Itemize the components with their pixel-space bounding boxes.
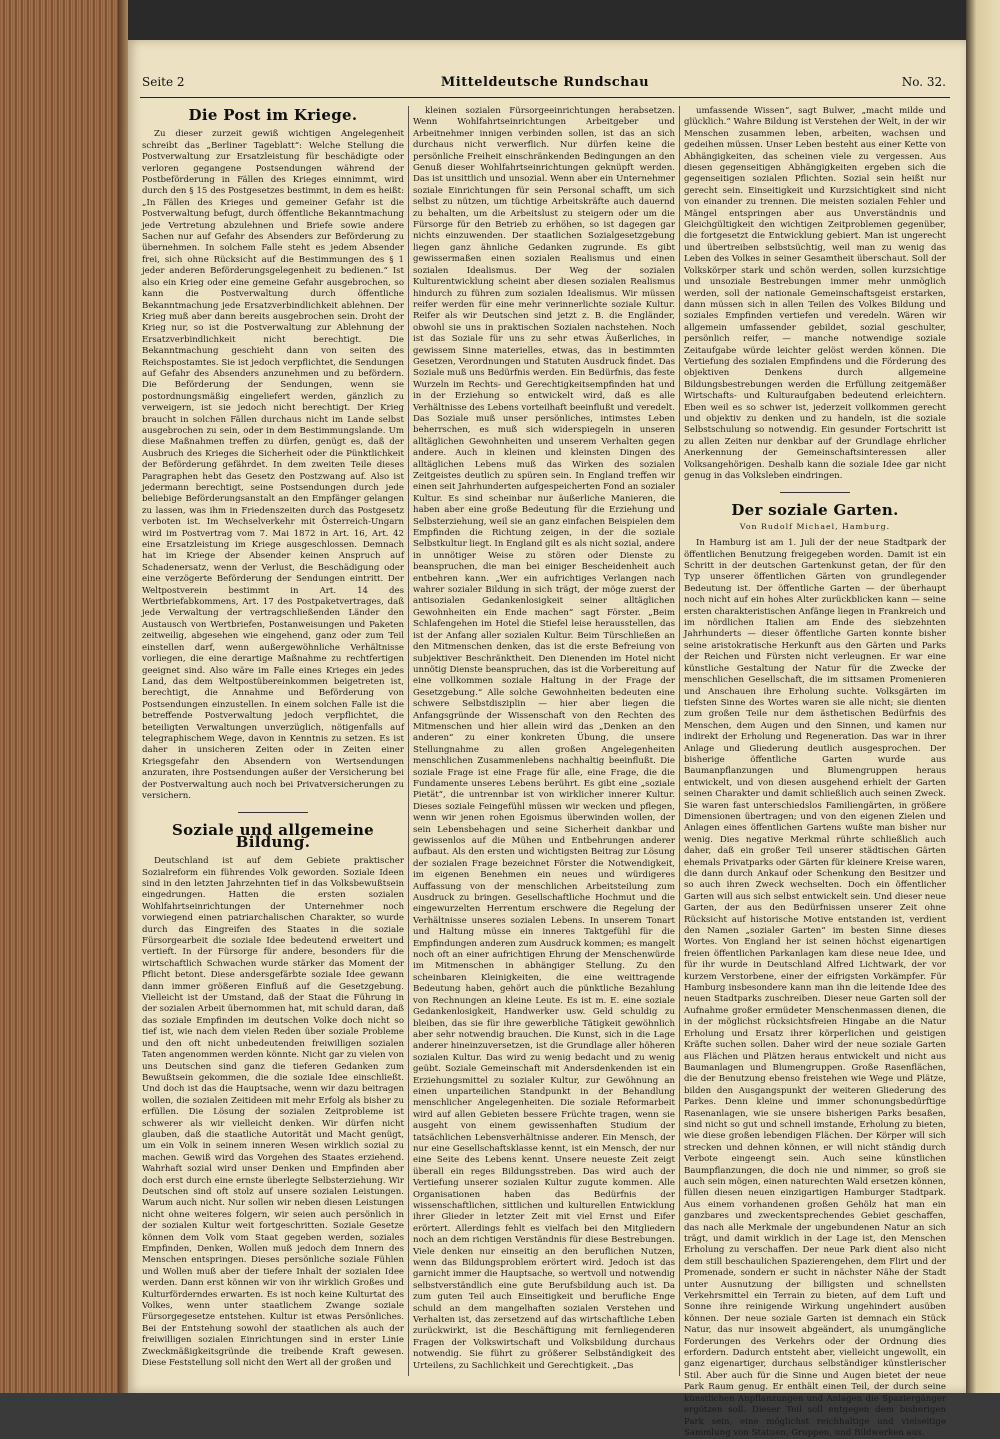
article-body-bildung-end: umfassende Wissen“, sagt Bulwer, „macht milde und glücklich.“ Wahre Bildung ist Verstehen der Welt, in der wir Menschen zusammen leben, arbeiten, wachsen und gedeihen müssen. Unser Leben besteht aus einer Kette von Abhängigkeiten, das scheinen viele zu vergessen. Aus diesen gegenseitigen Abhängigkeiten ergeben sich die gegenseitigen sozialen Pflichten. Sozial sein heißt nur gerecht sein. Einseitigkeit und Kurzsichtigkeit sind nicht von einander zu trennen. Die meisten sozialen Fehler und Mängel entspringen aber aus Unverständnis und Gleichgültigkeit den wichtigen Zeitproblemen gegenüber, die fortgesetzt die Entwicklung gebiert. Man ist ungerecht und übertreiben selbstsüchtig, weil man zu wenig das Leben des Volkes in seiner Gesamtheit überschaut. Soll der Volkskörper stark und schön werden, sollen kurzsichtige und unsoziale Bestrebungen immer mehr unmöglich werden, soll der nationale Gemeinschaftsgeist erstarken, dann müssen sich in allen Teilen des Volkes Bildung und soziales Empfinden vertiefen und veredeln. Wären wir allgemein umfassender gebildet, sozial geschulter, persönlich reifer, — manche notwendige soziale Zeitaufgabe würde leichter gelöst werden können. Die Vertiefung des sozialen Empfindens und die Förderung des objektiven Denkens durch allgemeine Bildungsbestrebungen werden die Erfüllung zeitgemäßer Wirtschafts- und Kulturaufgaben bedeutend erleichtern. Eben weil es so schwer ist, jederzeit vollkommen gerecht und objektiv zu denken und zu handeln, ist die soziale Selbstschulung so notwendig. Ein gesunder Fortschritt ist zu allen Zeiten nur denkbar auf der Grundlage ehrlicher Anerkennung der Gemeinschaftsinteressen aller Volksangehörigen. Deshalb kann die soziale Idee gar nicht genug in das Volksleben eindringen. xyxy=(684,106,946,481)
column-rule xyxy=(408,106,409,1376)
article-body-bildung: Deutschland ist auf dem Gebiete praktischer Sozialreform ein führendes Volk geworden. Soziale Ideen sind in den letzten Jahrzehnten tief in das Volksbewußtsein eingedrungen. Hatten die ersten sozialen Wohlfahrtseinrichtungen der Unternehmer noch vorwiegend einen patriarchalischen Charakter, so wurde durch das Eingreifen des Staates in die soziale Fürsorgearbeit die soziale Idee bedeutend erweitert und vertieft. In der Fürsorge für andere, besonders für die wirtschaftlich Schwachen wurde stärker das Moment der Pflicht betont. Diese andersgefärbte soziale Idee gewann dann immer größeren Einfluß auf die Gesetzgebung. Vielleicht ist der Umstand, daß der Staat die Führung in der sozialen Arbeit übernommen hat, mit schuld daran, daß das soziale Empfinden im deutschen Volke doch nicht so tief ist, wie nach dem vielen Reden über soziale Probleme und den oft nicht unbedeutenden freiwilligen sozialen Taten angenommen werden könnte. Nicht gar zu vielen von uns Deutschen sind ganz die tieferen Gedanken zum Bewußtsein gekommen, die die soziale Idee einschließt. Und doch ist das die Hauptsache, wenn wir dazu beitragen wollen, die sozialen Zeitideen mit mehr Erfolg als bisher zu erfüllen. Die Lösung der sozialen Zeitprobleme ist schwerer als wir vielleicht denken. Wir dürfen nicht glauben, daß die staatliche Autorität und Macht genügt, um ein Volk in seinem inneren Wesen wirklich sozial zu machen. Gewiß wird das Vorgehen des Staates erziehend. Wahrhaft sozial wird unser Denken und Empfinden aber doch erst durch eine ernste überlegte Selbsterziehung. Wir Deutschen sind oft stolz auf unsere sozialen Leistungen. Warum auch nicht. Nur sollen wir neben diesen Leistungen nicht ohne weiteres folgern, wir seien auch persönlich in der sozialen Kultur weit fortgeschritten. Soziale Gesetze können dem Volk vom Staat gegeben werden, soziales Empfinden, Denken, Wollen muß jedoch dem Innern des Menschen entspringen. Dieses persönliche soziale Fühlen und Wollen muß aber der tiefere Inhalt der sozialen Idee werden. Dann erst können wir von ihr wirklich Großes und Kulturförderndes erwarten. Es ist noch keine Kulturtat des Volkes, wenn unter staatlichem Zwange soziale Fürsorgegesetze entstehen. Kultur ist etwas Persönliches. Bei der Entstehung sowohl der staatlichen als auch der freiwilligen sozialen Einrichtungen sind in erster Linie Zweckmäßigkeitsgründe die treibende Kraft gewesen. Diese Feststellung soll nicht den Wert all der großen und xyxy=(142,856,404,1369)
column-2 xyxy=(413,106,675,1376)
column-3 xyxy=(684,106,946,1438)
article-title-garten: Der soziale Garten. xyxy=(731,501,899,520)
article-separator xyxy=(780,492,850,493)
column-rule xyxy=(679,106,680,1376)
scan-background xyxy=(128,0,966,40)
newspaper-page xyxy=(128,40,966,1438)
page-number: Seite 2 xyxy=(142,75,185,89)
article-title-bildung: Soziale und allgemeine Bildung. xyxy=(171,821,375,851)
column-1 xyxy=(142,106,404,1376)
masthead: Mitteldeutsche Rundschau xyxy=(440,75,650,90)
article-separator xyxy=(238,812,308,813)
article-body-garten: In Hamburg ist am 1. Juli der der neue Stadtpark der öffentlichen Benutzung freigegeben worden. Damit ist ein Schritt in der deutschen Gartenkunst getan, der für den Typ unserer öffentlichen Gärten von grundlegender Bedeutung ist. Der öffentliche Garten — der überhaupt noch nicht auf ein hohes Alter zurückblicken kann — seine ersten charakteristischen Anfänge liegen in Frankreich und im nördlichen Italien am Ende des siebzehnten Jahrhunderts — dieser öffentliche Garten konnte bisher seine aristokratische Herkunft aus den Gärten und Parks der Reichen und Fürsten nicht verleugnen. Er war eine künstliche Gestaltung der Natur für die Zwecke der menschlichen Gesellschaft, die im sittsamen Promenieren und Anschauen ihre Erholung suchte. Volksgärten im tiefsten Sinne des Wortes waren sie alle nicht; sie dienten zum großen Teile nur dem ästhetischen Bedürfnis des Menschen, dem Augen und den Sinnen, und kamen nur indirekt der Erholung und Regeneration. Das war in ihrer Anlage und Gliederung deutlich ausgesprochen. Der bisherige öffentliche Garten wurde aus Baumanpflanzungen und Blumengruppen heraus entwickelt, und von diesen ausgehend erhielt der Garten seinen Charakter und damit schließlich auch seinen Zweck. Sie waren fast unterschiedslos Familiengärten, in größere Dimensionen übertragen; und von den eigenen Zielen und Anlagen eines öffentlichen Gartens wußte man bisher nur wenig. Dies negative Merkmal rührte schließlich auch daher, daß ein großer Teil unserer städtischen Gärten ehemals Privatparks oder Gärten für kleinere Kreise waren, die dann durch Ankauf oder Schenkung den Besitzer und so auch ihren Zweck wechselten. Doch ein öffentlicher Garten will aus sich selbst entwickelt sein. Und dieser neue Garten, der aus den Bedürfnissen unserer Zeit ohne Rücksicht auf historische Motive entstanden ist, verdient den Namen „sozialer Garten“ im besten Sinne dieses Wortes. Von England her ist seinen höchst eigenartigen freien öffentlichen Parkanlagen kam diese neue Idee, und für ihr wurde in Deutschland Alfred Lichtwark, der vor kurzem Verstorbene, einer der eifrigsten Vorkämpfer. Für Hamburg insbesondere kann man ihn die leitende Idee des neuen Stadtparks zuschreiben. Dieser neue Garten soll der Aufnahme großer ermüdeter Menschenmassen dienen, die in der möglichst rücksichtsfreien Hingabe an die Natur Erholung und Ersatz ihrer körperlichen und geistigen Kräfte suchen sollen. Daher wird der neue soziale Garten aus Flächen und Plätzen heraus entwickelt und nicht aus Baumanlagen und Blumengruppen. Große Rasenflächen, die der Benutzung ebenso freistehen wie Wege und Plätze, bilden den Ausgangspunkt der weiteren Gliederung des Parkes. Denn kleine und immer schonungsbedürftige Rasenanlagen, wie sie unsere bisherigen Parks besaßen, sind nicht so gut und schnell imstande, Erholung zu bieten, wie diese großen lebendigen Flächen. Der Körper will sich strecken und dehnen können, er will nicht ständig durch Verbote eingeengt sein. Auch seine künstlichen Baumpflanzungen, die doch nie und nimmer, so groß sie auch sein mögen, einen naturechten Wald ersetzen können, füllen diesen neuen einzigartigen Hamburger Stadtpark. Aus einem vorhandenen großen Gehölz hat man ein ganzbares und zweckentsprechendes Gebiet geschaffen, das nach alle Merkmale der ungebundenen Natur an sich trägt, und damit wirklich in der Lage ist, den Menschen Erholung zu verschaffen. Der neue Park dient also nicht dem still beschaulichen Spazierengehen, dem Flirt und der Promenade, sondern er sucht in nächster Nähe der Stadt unter Ausnutzung der billigsten und schnellsten Verkehrsmittel ein Terrain zu bieten, auf dem Luft und Sonne ihre reinigende Wirkung ungehindert ausüben können. Der neue soziale Garten ist demnach ein Stück Natur, das nur insoweit abgeändert, als unumgängliche Forderungen des Verkehrs oder der Ordnung dies erfordern. Dadurch entsteht aber, vielleicht ungewollt, ein ganz eigenartiger, durchaus selbständiger künstlerischer Stil. Aber auch für die Sinne und Augen bietet der neue Park Raum genug. Er enthält einen Teil, der durch seine künstlichen Anpflanzungen und Anlagen die Spaziergänger ergötzen soll. Dieser Teil soll entgegen dem bisherigen Park sein, eine möglichst reichhaltige und vielseitige Sammlung von Statuen, Gruppen, und Bildwerken aus. xyxy=(684,538,946,1438)
page-header xyxy=(140,73,950,98)
issue-number: No. 32. xyxy=(901,75,946,89)
article-byline: Von Rudolf Michael, Hamburg. xyxy=(739,521,891,531)
article-body-post: Zu dieser zurzeit gewiß wichtigen Angelegenheit schreibt das „Berliner Tageblatt“: Welche Stellung die Postverwaltung zur Ersatzleistung für beschädigte oder verloren gegangene Postsendungen während der Postbeförderung in Fällen des Krieges einnimmt, wird durch den § 15 des Postgesetzes bestimmt, in dem es heißt: „In Fällen des Krieges und gemeiner Gefahr ist die Postverwaltung befugt, durch öffentliche Bekanntmachung jede Vertretung abzulehnen und Briefe sowie andere Sachen nur auf Gefahr des Absenders zur Beförderung zu übernehmen. In solchem Falle steht es jedem Absender frei, sich ohne Rücksicht auf die Bestimmungen des § 1 jeder anderen Beförderungsgelegenheit zu bedienen.“ Ist also ein Krieg oder eine gemeine Gefahr ausgebrochen, so kann die Postverwaltung durch öffentliche Bekanntmachung jede Ersatzverbindlichkeit ablehnen. Der Krieg muß aber dann bereits ausgebrochen sein. Droht der Krieg nur, so ist die Postverwaltung zur Ablehnung der Ersatzverbindlichkeit nicht berechtigt. Die Bekanntmachung geschieht dann von seiten des Reichspostamtes. Sie ist jedoch verpflichtet, die Sendungen auf Gefahr des Absenders anzunehmen und zu befördern. Die Beförderung der Sendungen, wenn sie postordnungsmäßig eingeliefert werden, gänzlich zu verweigern, ist sie jedoch nicht berechtigt. Der Krieg braucht in solchen Fällen durchaus nicht im Lande selbst ausgebrochen zu sein, oder in dem Bestimmungslande. Um diese Maßnahmen treffen zu dürfen, genügt es, daß der Ausbruch des Krieges die Sicherheit oder die Pünktlichkeit der Beförderung gefährdet. In dem zweiten Teile dieses Paragraphen hebt das Gesetz den Postzwang auf. Also ist jedermann berechtigt, seine Postsendungen durch jede beliebige Beförderungsanstalt an den Empfänger gelangen zu lassen, was ihm in Friedenszeiten durch das Postgesetz verboten ist. Im Wechselverkehr mit Österreich-Ungarn wird im Postvertrag vom 7. Mai 1872 in Art. 16, Art. 42 eine Ersatzleistung im Kriege ausgeschlossen. Demnach hat im Kriege der Absender keinen Anspruch auf Schadenersatz, wenn der Verlust, die Beschädigung oder eine verzögerte Beförderung der Sendungen eintritt. Der Weltpostverein bestimmt in Art. 14 des Wertbriefabkommens, Art. 17 des Postpaketvertrages, daß jede Verwaltung der vertragschließenden Länder den Austausch von Wertbriefen, Postanweisungen und Paketen zeitweilig, abgesehen wie eingehend, ganz oder zum Teil einstellen darf, wenn außergewöhnliche Verhältnisse vorliegen, die eine derartige Maßnahme zu rechtfertigen geeignet sind. Also wäre im Falle eines Krieges ein jedes Land, das dem Weltpostübereinkommen beigetreten ist, berechtigt, die Annahme und Beförderung von Postsendungen einzustellen. In einem solchen Falle ist die betreffende Postverwaltung jedoch verpflichtet, die beteiligten Verwaltungen unverzüglich, nötigenfalls auf telegraphischem Wege, davon in Kenntnis zu setzen. Es ist daher in unsicheren Zeiten oder in Zeiten einer Kriegsgefahr den Absendern von Wertsendungen anzuraten, ihre Postsendungen außer der Versicherung bei der Postverwaltung auch noch bei Privatversicherungen zu versichern. xyxy=(142,129,404,801)
article-body-bildung-cont: kleinen sozialen Fürsorgeeinrichtungen herabsetzen. Wenn Wohlfahrtseinrichtungen Arbeitgeber und Arbeitnehmer innigen verbinden sollen, ist das an sich durchaus nicht verwerflich. Nur dürfen keine die persönliche Freiheit einschränkenden Bedingungen an den Genuß dieser Wohlfahrtseinrichtungen geknüpft werden. Das ist unsittlich und unsozial. Wenn aber ein Unternehmer soziale Einrichtungen für sein Personal schafft, um sich selbst zu nützen, um tüchtige Arbeitskräfte auch dauernd zu behalten, um die Arbeitslust zu steigern oder um die Fürsorge für den Betrieb zu erhöhen, so ist dagegen gar nichts einzuwenden. Der staatlichen Sozialgesetzgebung liegen ganz ähnliche Gedanken zugrunde. Es gibt gewissermaßen einen sozialen Realismus und einen sozialen Idealismus. Der Weg der sozialen Kulturentwicklung scheint aber diesen sozialen Realismus hindurch zu führen zum sozialen Idealismus. Wir müssen reifer werden für eine mehr verinnerlichte soziale Kultur. Reifer als wir Deutschen sind jetzt z. B. die Engländer, obwohl sie uns in praktischen Sozialen nachstehen. Noch ist das Soziale für uns zu sehr etwas Äußerliches, in gewissem Sinne materielles, etwas, das in bestimmten Gesetzen, Verordnungen und Statuten Ausdruck findet. Das Soziale muß uns Bedürfnis werden. Ein Bedürfnis, das feste Wurzeln im Rechts- und Gerechtigkeitsempfinden hat und in der Erziehung so entwickelt wird, daß es alle Verhältnisse des Lebens vorteilhaft beeinflußt und veredelt. Das Soziale muß unser persönliches, intimstes Leben beherrschen, es muß sich widerspiegeln in unseren alltäglichen Gewohnheiten und unserem Verhalten gegen andere. Auch in kleinen und kleinsten Dingen des alltäglichen Lebens muß das Wirken des sozialen Zeitgeistes deutlich zu spüren sein. In England treffen wir einen seit Jahrhunderten aufgespeicherten Fond an sozialer Kultur. Es sind scheinbar nur äußerliche Manieren, die haben aber eine große Bedeutung für die Erziehung und Selbsterziehung, weil sie an ganz einfachen Beispielen dem Empfinden die Richtung zeigen, in der die soziale Selbstkultur liegt. In England gilt es als nicht sozial, andere in unnötiger Weise zu stören oder Dienste zu beanspruchen, die man bei einiger Bescheidenheit auch entbehren kann. „Wer ein aufrichtiges Verlangen nach wahrer sozialer Bildung in sich trägt, der möge zuerst der antisozialen Gedankenlosigkeit seiner alltäglichen Gewohnheiten ein Ende machen“ sagt Förster. „Beim Schlafengehen im Hotel die Stiefel leise herausstellen, das ist der Anfang aller sozialen Kultur. Beim Türschließen an den Mitmenschen denken, das ist die erste Befreiung von subjektiver Beschränktheit. Den Dienenden im Hotel nicht unnötig Dienste beanspruchen, das ist die Vorbereitung auf eine vollkommen soziale Haltung in der Frage der Gesetzgebung.“ Alle solche Gewohnheiten bedeuten eine schwere Selbstdisziplin — hier aber liegen die Anfangsgründe der Wissenschaft von den Rechten des Mitmenschen und hier allein wird das „Denken an den anderen“ zu einer konkreten Übung, die unsere Stellungnahme zu allen großen Angelegenheiten menschlichen Zusammenlebens nachhaltig beeinflußt. Die soziale Frage ist eine Frage für alle, eine Frage, die die Fundamente unseres Lebens berührt. Es gibt eine „soziale Pietät“, die untrennbar ist von wirklicher innerer Kultur. Dieses soziale Feingefühl müssen wir wecken und pflegen, wenn wir jenen rohen Egoismus überwinden wollen, der sein Lebensbehagen und seine Sicherheit dankbar und gewissenlos auf die Mühen und Entbehrungen anderer aufbaut. Als den ersten und wichtigsten Beitrag zur Lösung der sozialen Frage bezeichnet Förster die Notwendigkeit, im eigenen Benehmen ein neues und würdigeres Auffassung von der menschlichen Arbeitsteilung zum Ausdruck zu bringen. Gesellschaftliche Hochmut und die eingewurzelten Herrentum erschwere die Regelung der Verhältnisse unseres sozialen Lebens. In unserem Tonart und Haltung müsse ein inneres Taktgefühl für die Empfindungen anderen zum Ausdruck kommen; es mangelt noch oft an einer aufrichtigen Ehrung der Menschenwürde im Mitmenschen in abhängiger Stellung. Zu den scheinbaren Kleinigkeiten, die eine weittragende Bedeutung haben, gehört auch die pünktliche Bezahlung von Rechnungen an kleine Leute. Es ist m. E. eine soziale Gedankenlosigkeit, Handwerker usw. Geld schuldig zu bleiben, das sie für ihre gewerbliche Tätigkeit gewöhnlich aber sehr notwendig brauchen. Die Kunst, sich in die Lage anderer hineinzuversetzen, ist die Grundlage aller höheren sozialen Kultur. Das wird zu wenig bedacht und zu wenig geübt. Soziale Gemeinschaft mit Andersdenkenden ist ein Erziehungsmittel zu sozialer Kultur, zur Gewöhnung an einen unparteilichen Standpunkt in der Behandlung menschlicher Angelegenheiten. Die soziale Reformarbeit wird auf allen Gebieten bessere Früchte tragen, wenn sie ausgeht von einem gewissenhaften Studium der tatsächlichen Lebensverhältnisse anderer. Ein Mensch, der nur eine Gesellschaftsklasse kennt, ist ein Mensch, der nur eine Seite des Lebens kennt. Unsere neueste Zeit zeigt überall ein reges Bildungsstreben. Das wird auch der Vertiefung unserer sozialen Kultur zugute kommen. Alle Organisationen haben das Bedürfnis der wissenschaftlichen, sittlichen und kulturellen Entwicklung ihrer Glieder in letzter Zeit mit viel Ernst und Eifer erörtert. Allerdings fehlt es vielfach bei den Mitgliedern noch an dem richtigen Verständnis für diese Bestrebungen. Viele denken nur einseitig an den beruflichen Nutzen, wenn das Bildungsproblem erörtert wird. Jedoch ist das garnicht immer die Hauptsache, so wertvoll und notwendig selbstverständlich eine gute Berufsbildung auch ist. Da zum guten Teil auch Einseitigkeit und berufliche Enge schuld an dem mangelhaften sozialen Verstehen und Verhalten ist, das zersetzend auf das wirtschaftliche Leben zurückwirkt, ist die Beschäftigung mit fernliegenderen Fragen der Volkswirtschaft und Volksbildung durchaus notwendig. Sie führt zu größerer Selbständigkeit des Urteilens, zu Sachlichkeit und Gerechtigkeit. „Das xyxy=(413,106,675,1371)
article-title-post: Die Post im Kriege. xyxy=(188,106,358,124)
next-page-edge xyxy=(966,0,1000,1393)
book-binding xyxy=(0,0,128,1393)
